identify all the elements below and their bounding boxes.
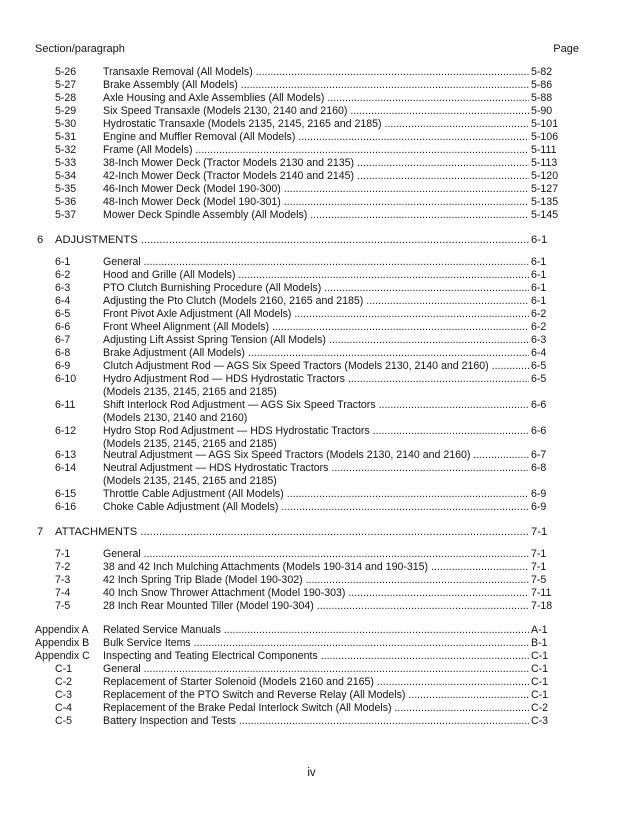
leader-dots xyxy=(354,157,529,169)
leader-dots xyxy=(345,373,529,385)
leader-dots xyxy=(137,526,529,538)
leader-dots xyxy=(269,321,529,333)
toc-entry-title-text: Hood and Grille (All Models) xyxy=(103,269,236,281)
toc-entry-title xyxy=(103,157,529,170)
toc-entry-page: C-1 xyxy=(531,663,549,675)
leader-dots xyxy=(221,624,529,636)
toc-entry xyxy=(0,462,623,475)
toc-entry xyxy=(0,373,623,386)
toc-entry-page: B-1 xyxy=(531,637,548,649)
toc-entry-title-text: 40 Inch Snow Thrower Attachment (Model 190-303) xyxy=(103,587,346,599)
toc-entry-page: 6-1 xyxy=(531,234,548,246)
toc-entry-page: 6-5 xyxy=(531,360,547,372)
toc-entry-page: C-1 xyxy=(531,650,549,662)
toc-entry-page: C-1 xyxy=(531,689,549,701)
toc-entry-page: 6-6 xyxy=(531,425,547,437)
toc-entry-title xyxy=(103,209,529,222)
toc-entry xyxy=(0,131,623,144)
leader-dots xyxy=(382,118,529,130)
toc-entry-page: 5-86 xyxy=(531,79,553,91)
toc-entry xyxy=(0,183,623,196)
toc-entry-continuation-text: (Models 2130, 2140 and 2160) xyxy=(103,412,248,424)
toc-entry-continuation xyxy=(0,412,623,425)
toc-entry-number: 7-2 xyxy=(55,561,71,573)
toc-entry-title xyxy=(103,373,529,386)
toc-entry-number: 6-11 xyxy=(55,399,76,411)
toc-entry-title xyxy=(55,526,529,539)
leader-dots xyxy=(314,600,529,612)
toc-entry-page: 7-18 xyxy=(531,600,553,612)
toc-entry-title-text: General xyxy=(103,548,141,560)
toc-entry-title-text: Clutch Adjustment Rod — AGS Six Speed Tractors (Models 2130, 2140 and 2160) xyxy=(103,360,489,372)
toc-entry-title xyxy=(103,360,529,373)
toc-entry xyxy=(0,234,623,247)
toc-entry-page: C-2 xyxy=(531,702,549,714)
leader-dots xyxy=(470,449,529,461)
toc-entry-title xyxy=(103,574,529,587)
toc-entry-title-text: Brake Adjustment (All Models) xyxy=(103,347,245,359)
toc-entry-number: 7-1 xyxy=(55,548,71,560)
leader-dots xyxy=(347,105,529,117)
toc-entry-page: C-1 xyxy=(531,676,549,688)
toc-entry xyxy=(0,574,623,587)
toc-entry-title-text: 42 Inch Spring Trip Blade (Model 190-302) xyxy=(103,574,303,586)
toc-entry-title xyxy=(103,92,529,105)
toc-entry xyxy=(0,548,623,561)
leader-dots xyxy=(253,66,529,78)
leader-dots xyxy=(291,308,529,320)
toc-entry-title xyxy=(103,256,529,269)
toc-entry-title xyxy=(103,637,529,650)
leader-dots xyxy=(392,702,529,714)
toc-entry-title xyxy=(103,347,529,360)
toc-entry-title-text: Bulk Service Items xyxy=(103,637,191,649)
toc-entry-number: 6-7 xyxy=(55,334,71,346)
toc-entry xyxy=(0,650,623,663)
leader-dots xyxy=(138,234,529,246)
toc-entry-page: 5-106 xyxy=(531,131,559,143)
toc-entry-title-text: Throttle Cable Adjustment (All Models) xyxy=(103,488,284,500)
toc-entry xyxy=(0,79,623,92)
toc-entry-title xyxy=(103,183,529,196)
toc-entry-number: 6-8 xyxy=(55,347,71,359)
toc-entry-number: 6-1 xyxy=(55,256,71,268)
toc-entry-page: 7-1 xyxy=(531,526,548,538)
toc-entry-number: 5-33 xyxy=(55,157,77,169)
toc-entry-title-text: Six Speed Transaxle (Models 2130, 2140 and 2160) xyxy=(103,105,348,117)
toc-entry-title-text: Related Service Manuals xyxy=(103,624,221,636)
toc-entry-title-text: Battery Inspection and Tests xyxy=(103,715,236,727)
toc-entry-title-text: Transaxle Removal (All Models) xyxy=(103,66,253,78)
toc-entry-number: 5-31 xyxy=(55,131,77,143)
toc-entry xyxy=(0,92,623,105)
toc-entry xyxy=(0,702,623,715)
leader-dots xyxy=(245,347,529,359)
leader-dots xyxy=(192,144,529,156)
toc-entry-page: 5-127 xyxy=(531,183,559,195)
toc-entry xyxy=(0,321,623,334)
leader-dots xyxy=(345,587,529,599)
toc-entry xyxy=(0,295,623,308)
toc-entry-title xyxy=(103,449,529,462)
toc-entry-title-text: Front Wheel Alignment (All Models) xyxy=(103,321,270,333)
toc-entry-page: 6-2 xyxy=(531,321,547,333)
toc-entry xyxy=(0,715,623,728)
toc-entry-continuation-text: (Models 2135, 2145, 2165 and 2185) xyxy=(103,438,277,450)
toc-entry-title xyxy=(103,308,529,321)
leader-dots xyxy=(236,715,529,727)
toc-entry-title-text: Frame (All Models) xyxy=(103,144,193,156)
leader-dots xyxy=(324,92,529,104)
toc-entry xyxy=(0,170,623,183)
toc-entry-title-text: General xyxy=(103,663,141,675)
leader-dots xyxy=(363,295,529,307)
toc-entry-title-text: Axle Housing and Axle Assemblies (All Models) xyxy=(103,92,325,104)
toc-entry-page: 6-1 xyxy=(531,269,547,281)
toc-entry xyxy=(0,663,623,676)
toc-entry-number: 6-16 xyxy=(55,501,77,513)
toc-entry-title xyxy=(103,118,529,131)
toc-entry-title xyxy=(103,295,529,308)
toc-entry-number: 5-32 xyxy=(55,144,77,156)
leader-dots xyxy=(281,196,529,208)
toc-entry-title xyxy=(103,282,529,295)
toc-entry-title-text: Neutral Adjustment — HDS Hydrostatic Tractors xyxy=(103,462,329,474)
toc-entry-page: 6-3 xyxy=(531,334,547,346)
toc-entry-title xyxy=(55,234,529,247)
toc-entry-number: 7 xyxy=(37,526,44,538)
toc-entry-title xyxy=(103,425,529,438)
toc-entry-page: 6-8 xyxy=(531,462,547,474)
toc-entry-page: 6-9 xyxy=(531,488,547,500)
toc-entry-number: 6-15 xyxy=(55,488,77,500)
toc-entry-title xyxy=(103,462,529,475)
toc-entry-page: 6-9 xyxy=(531,501,547,513)
toc-entry-title-text: Choke Cable Adjustment (All Models) xyxy=(103,501,279,513)
toc-entry xyxy=(0,676,623,689)
toc-entry-number: 5-26 xyxy=(55,66,77,78)
toc-entry-title-text: Neutral Adjustment — AGS Six Speed Tractors (Models 2130, 2140 and 2160) xyxy=(103,449,471,461)
toc-entry-title xyxy=(103,650,529,663)
toc-entry-page: 7-1 xyxy=(531,561,547,573)
toc-entry-page: 6-6 xyxy=(531,399,547,411)
toc-entry xyxy=(0,526,623,539)
leader-dots xyxy=(318,650,529,662)
toc-entry-page: 5-120 xyxy=(531,170,559,182)
toc-entry-page: 5-90 xyxy=(531,105,553,117)
toc-entry-title-text: 38 and 42 Inch Mulching Attachments (Models 190-314 and 190-315) xyxy=(103,561,429,573)
toc-entry xyxy=(0,600,623,613)
toc-entry-number: C-3 xyxy=(55,689,73,701)
toc-entry-title xyxy=(103,702,529,715)
toc-entry-title xyxy=(103,79,529,92)
toc-entry-number: 5-29 xyxy=(55,105,77,117)
toc-entry-title-text: Shift Interlock Rod Adjustment — AGS Six Speed Tractors xyxy=(103,399,376,411)
toc-entry-continuation-text: (Models 2135, 2145, 2165 and 2185) xyxy=(103,386,277,398)
toc-entry-title xyxy=(103,269,529,282)
leader-dots xyxy=(238,79,529,91)
toc-entry xyxy=(0,360,623,373)
toc-entry-page: 5-113 xyxy=(531,157,558,169)
toc-entry-number: 5-36 xyxy=(55,196,77,208)
toc-entry-title xyxy=(103,488,529,501)
toc-entry-title xyxy=(103,334,529,347)
toc-entry-page: 5-135 xyxy=(531,196,559,208)
toc-entry-number: 6-9 xyxy=(55,360,71,372)
toc-entry-title xyxy=(103,715,529,728)
toc-entry-number: C-2 xyxy=(55,676,73,688)
toc-entry xyxy=(0,269,623,282)
toc-entry-title-text: 38-Inch Mower Deck (Tractor Models 2130 and 2135) xyxy=(103,157,355,169)
leader-dots xyxy=(235,269,529,281)
toc-entry xyxy=(0,561,623,574)
toc-entry-title-text: Hydro Adjustment Rod — HDS Hydrostatic Tractors xyxy=(103,373,345,385)
toc-entry-number: 5-27 xyxy=(55,79,77,91)
toc-entry-page: 5-88 xyxy=(531,92,553,104)
toc-entry xyxy=(0,587,623,600)
toc-entry xyxy=(0,334,623,347)
leader-dots xyxy=(307,209,529,221)
toc-entry-continuation xyxy=(0,386,623,399)
toc-entry-title xyxy=(103,689,529,702)
toc-entry xyxy=(0,209,623,222)
toc-entry-page: 6-1 xyxy=(531,256,547,268)
toc-entry-number: C-4 xyxy=(55,702,73,714)
toc-entry xyxy=(0,196,623,209)
toc-entry-title-text: Hydro Stop Rod Adjustment — HDS Hydrostatic Tractors xyxy=(103,425,370,437)
leader-dots xyxy=(284,488,529,500)
toc-entry-page: 6-1 xyxy=(531,282,547,294)
header-section-paragraph: Section/paragraph xyxy=(35,43,125,55)
toc-entry-title-text: Brake Assembly (All Models) xyxy=(103,79,238,91)
toc-entry-title-text: 28 Inch Rear Mounted Tiller (Model 190-304) xyxy=(103,600,314,612)
header-page: Page xyxy=(553,43,579,55)
leader-dots xyxy=(326,334,529,346)
toc-entry-page: 7-1 xyxy=(531,548,547,560)
toc-entry-title-text: Adjusting Lift Assist Spring Tension (All Models) xyxy=(103,334,326,346)
toc-entry-page: 6-7 xyxy=(531,449,547,461)
toc-entry-number: 5-30 xyxy=(55,118,77,130)
toc-entry-title xyxy=(103,321,529,334)
toc-entry-title-text: 48-Inch Mower Deck (Model 190-301) xyxy=(103,196,281,208)
leader-dots xyxy=(374,676,529,688)
toc-entry-page: 6-4 xyxy=(531,347,547,359)
leader-dots xyxy=(354,170,529,182)
toc-entry-number: 6-14 xyxy=(55,462,77,474)
toc-entry-page: 5-82 xyxy=(531,66,553,78)
toc-entry-title xyxy=(103,144,529,157)
toc-entry-page: 6-5 xyxy=(531,373,547,385)
toc-entry-number: 6-13 xyxy=(55,449,77,461)
toc-entry-title-text: 42-Inch Mower Deck (Tractor Models 2140 and 2145) xyxy=(103,170,355,182)
leader-dots xyxy=(303,574,529,586)
toc-entry-number: 6-6 xyxy=(55,321,71,333)
toc-entry-page: 7-5 xyxy=(531,574,547,586)
leader-dots xyxy=(321,282,529,294)
toc-entry-title xyxy=(103,131,529,144)
toc-entry-number: 6-10 xyxy=(55,373,77,385)
toc-entry-continuation xyxy=(0,475,623,488)
toc-entry xyxy=(0,689,623,702)
toc-entry-number: 6-5 xyxy=(55,308,71,320)
toc-entry-number: 6 xyxy=(37,234,44,246)
toc-entry-page: 5-111 xyxy=(531,144,557,156)
toc-entry xyxy=(0,501,623,514)
toc-entry xyxy=(0,425,623,438)
leader-dots xyxy=(370,425,529,437)
toc-entry-number: 6-3 xyxy=(55,282,71,294)
toc-entry xyxy=(0,637,623,650)
leader-dots xyxy=(328,462,529,474)
toc-entry-title-text: Inspecting and Teating Electrical Components xyxy=(103,650,318,662)
toc-entry-page: 5-101 xyxy=(531,118,559,130)
toc-entry-title xyxy=(103,561,529,574)
toc-entry-number: 6-4 xyxy=(55,295,71,307)
toc-entry-title-text: Replacement of the PTO Switch and Reverse Relay (All Models) xyxy=(103,689,406,701)
toc-entry-title-text: Front Pivot Axle Adjustment (All Models) xyxy=(103,308,292,320)
toc-entry-number: C-1 xyxy=(55,663,73,675)
toc-entry xyxy=(0,118,623,131)
toc-entry-title-text: Replacement of Starter Solenoid (Models 2160 and 2165) xyxy=(103,676,374,688)
toc-entry-page: 5-145 xyxy=(531,209,559,221)
toc-entry-title xyxy=(103,624,529,637)
toc-entry-title xyxy=(103,196,529,209)
toc-entry-number: Appendix A xyxy=(35,624,89,636)
toc-entry-page: 6-2 xyxy=(531,308,547,320)
leader-dots xyxy=(405,689,529,701)
leader-dots xyxy=(489,360,529,372)
toc-entry xyxy=(0,347,623,360)
toc-entry-number: 5-34 xyxy=(55,170,77,182)
leader-dots xyxy=(141,663,529,675)
toc-entry-title-text: ATTACHMENTS xyxy=(55,526,138,538)
toc-entry-title xyxy=(103,399,529,412)
toc-entry-number: 7-4 xyxy=(55,587,71,599)
toc-entry-title-text: Engine and Muffler Removal (All Models) xyxy=(103,131,296,143)
toc-entry-number: 5-28 xyxy=(55,92,77,104)
toc-entry-title xyxy=(103,105,529,118)
leader-dots xyxy=(428,561,529,573)
leader-dots xyxy=(278,501,529,513)
toc-entry xyxy=(0,449,623,462)
leader-dots xyxy=(191,637,529,649)
toc-entry-title xyxy=(103,600,529,613)
toc-entry-title xyxy=(103,66,529,79)
toc-entry-title-text: Replacement of the Brake Pedal Interlock Switch (All Models) xyxy=(103,702,392,714)
toc-entry xyxy=(0,399,623,412)
leader-dots xyxy=(376,399,529,411)
toc-entry-number: 5-35 xyxy=(55,183,77,195)
leader-dots xyxy=(295,131,529,143)
toc-entry xyxy=(0,144,623,157)
toc-entry xyxy=(0,66,623,79)
toc-entry-page: 6-1 xyxy=(531,295,547,307)
toc-entry-title-text: 46-Inch Mower Deck (Model 190-300) xyxy=(103,183,281,195)
toc-entry-number: 6-12 xyxy=(55,425,77,437)
toc-entry xyxy=(0,105,623,118)
toc-entry xyxy=(0,282,623,295)
toc-entry-title xyxy=(103,587,529,600)
toc-entry-title xyxy=(103,170,529,183)
toc-entry-number: 5-37 xyxy=(55,209,77,221)
toc-entry-title-text: General xyxy=(103,256,141,268)
leader-dots xyxy=(281,183,529,195)
toc-entry xyxy=(0,488,623,501)
toc-entry-continuation-text: (Models 2135, 2145, 2165 and 2185) xyxy=(103,475,277,487)
toc-entry-page: A-1 xyxy=(531,624,548,636)
toc-entry-title xyxy=(103,548,529,561)
leader-dots xyxy=(141,256,529,268)
toc-entry-number: Appendix B xyxy=(35,637,90,649)
toc-entry-title xyxy=(103,501,529,514)
toc-entry-title-text: ADJUSTMENTS xyxy=(55,234,138,246)
toc-entry-title-text: Mower Deck Spindle Assembly (All Models) xyxy=(103,209,308,221)
toc-entry-number: Appendix C xyxy=(35,650,90,662)
toc-entry xyxy=(0,157,623,170)
toc-entry xyxy=(0,308,623,321)
toc-entry-number: C-5 xyxy=(55,715,73,727)
toc-entry-title xyxy=(103,676,529,689)
toc-entry-number: 7-3 xyxy=(55,574,71,586)
toc-entry-title-text: PTO Clutch Burnishing Procedure (All Models) xyxy=(103,282,322,294)
toc-entry-page: C-3 xyxy=(531,715,549,727)
page-number: iv xyxy=(307,767,316,779)
toc-entry-page: 7-11 xyxy=(531,587,552,599)
toc-entry-title-text: Adjusting the Pto Clutch (Models 2160, 2165 and 2185) xyxy=(103,295,364,307)
toc-entry xyxy=(0,624,623,637)
toc-entry-number: 6-2 xyxy=(55,269,71,281)
leader-dots xyxy=(141,548,529,560)
toc-entry-title-text: Hydrostatic Transaxle (Models 2135, 2145, 2165 and 2185) xyxy=(103,118,382,130)
toc-entry-number: 7-5 xyxy=(55,600,71,612)
toc-entry-title xyxy=(103,663,529,676)
toc-entry xyxy=(0,256,623,269)
